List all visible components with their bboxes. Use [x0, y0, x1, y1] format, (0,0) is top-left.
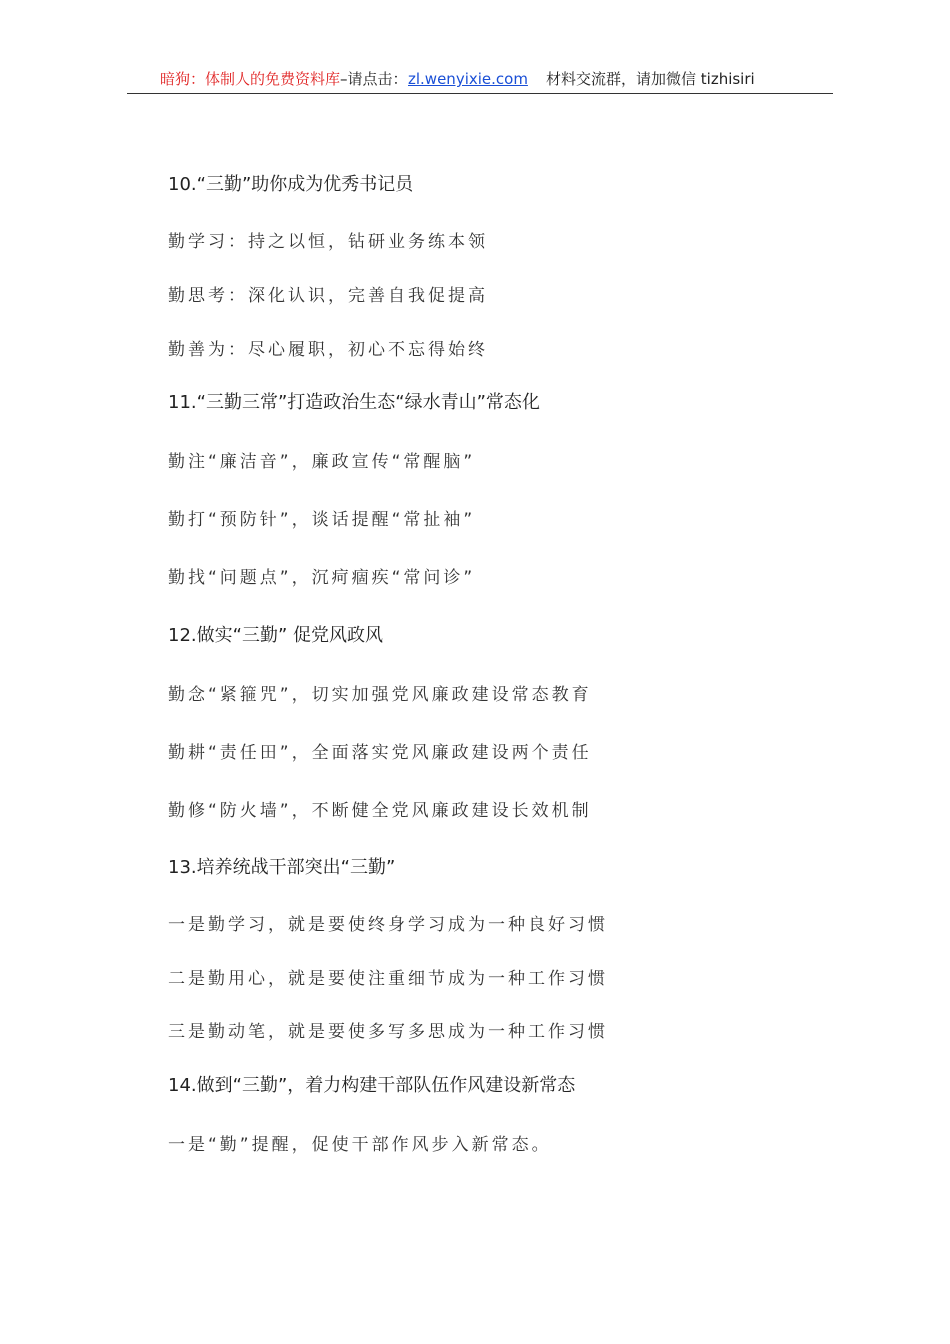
section-line: 勤善为：尽心履职，初心不忘得始终	[168, 340, 488, 360]
header-wechat: 材料交流群，请加微信 tizhisiri	[546, 70, 755, 88]
section-line: 一是“勤”提醒，促使干部作风步入新常态。	[168, 1135, 552, 1155]
section-line: 勤注“廉洁音”，廉政宣传“常醒脑”	[168, 452, 476, 472]
section-line: 二是勤用心，就是要使注重细节成为一种工作习惯	[168, 969, 608, 989]
header-link[interactable]: zl.wenyixie.com	[408, 70, 528, 88]
section-heading: 10.“三勤”助你成为优秀书记员	[168, 174, 414, 195]
section-line: 勤打“预防针”，谈话提醒“常扯袖”	[168, 510, 476, 530]
section-heading: 14.做到“三勤”，着力构建干部队伍作风建设新常态	[168, 1075, 576, 1096]
section-line: 勤找“问题点”，沉疴痼疾“常问诊”	[168, 568, 476, 588]
section-line: 勤修“防火墙”，不断健全党风廉政建设长效机制	[168, 801, 592, 821]
section-line: 勤念“紧箍咒”，切实加强党风廉政建设常态教育	[168, 685, 592, 705]
header-click-prefix: –请点击：	[340, 70, 408, 88]
header-brand: 暗狗：体制人的免费资料库	[160, 70, 341, 88]
section-line: 三是勤动笔，就是要使多写多思成为一种工作习惯	[168, 1022, 608, 1042]
section-heading: 11.“三勤三常”打造政治生态“绿水青山”常态化	[168, 392, 540, 413]
page-header	[127, 66, 833, 94]
section-heading: 12.做实“三勤” 促党风政风	[168, 625, 383, 646]
section-line: 勤学习：持之以恒，钻研业务练本领	[168, 232, 488, 252]
section-line: 勤耕“责任田”，全面落实党风廉政建设两个责任	[168, 743, 592, 763]
section-line: 一是勤学习，就是要使终身学习成为一种良好习惯	[168, 915, 608, 935]
section-heading: 13.培养统战干部突出“三勤”	[168, 857, 396, 878]
section-line: 勤思考：深化认识，完善自我促提高	[168, 286, 488, 306]
